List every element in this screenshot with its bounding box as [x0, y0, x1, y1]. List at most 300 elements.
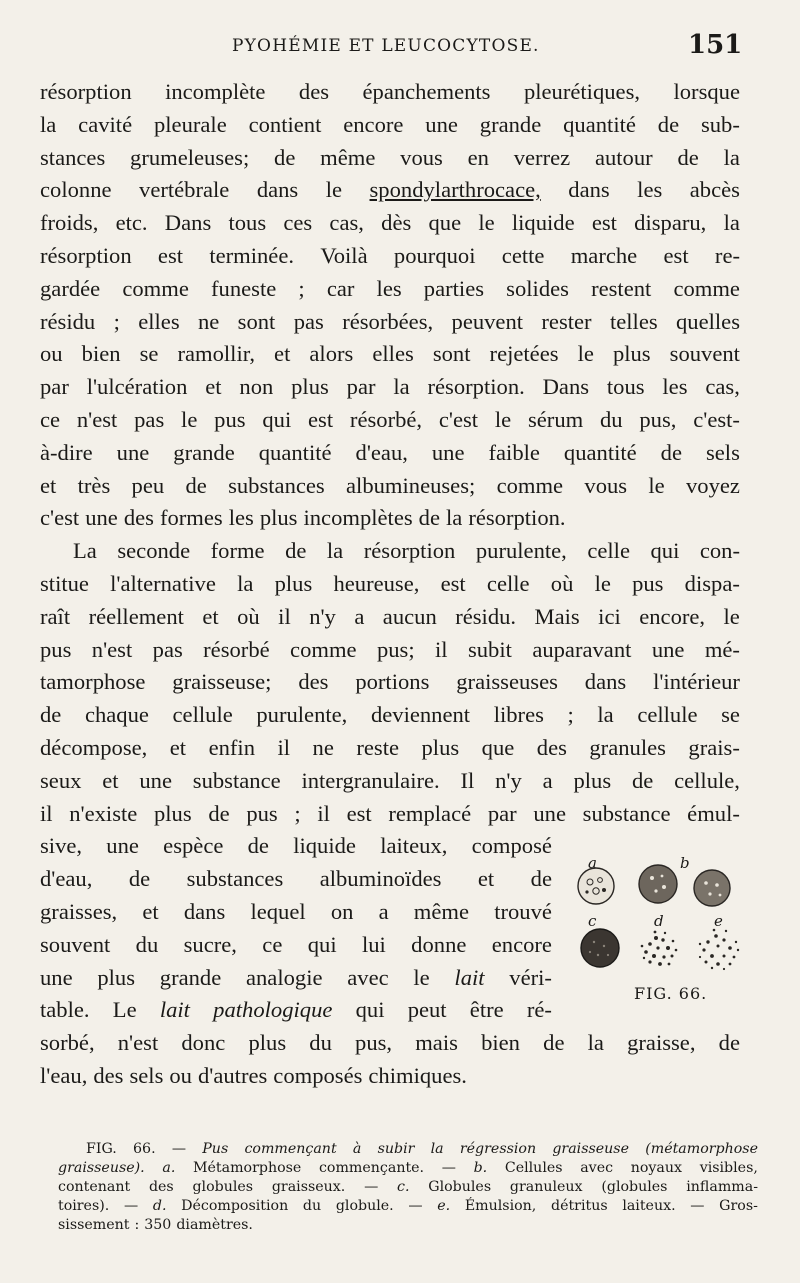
caption-line: [58, 1159, 758, 1178]
word: plus: [97, 964, 136, 990]
text-line: [40, 962, 552, 995]
word: le: [181, 406, 198, 432]
word: du: [135, 931, 159, 957]
text-line: [40, 273, 740, 306]
word: la: [597, 702, 614, 728]
word: Dans: [542, 374, 590, 400]
word: une: [106, 833, 139, 859]
word: des: [93, 1062, 124, 1088]
word: a: [354, 603, 365, 629]
word: quantité: [563, 439, 637, 465]
word: seux: [40, 767, 82, 793]
word: pus: [40, 636, 72, 662]
word: ou: [40, 341, 63, 367]
page-number: 151: [688, 30, 743, 60]
word: le: [478, 210, 495, 236]
word: grande: [479, 111, 542, 137]
word: graisse,: [627, 1030, 696, 1056]
word: cette: [501, 242, 545, 268]
word: c'est: [438, 406, 479, 432]
word: raît: [40, 603, 71, 629]
word: pourquoi: [393, 242, 476, 268]
word: restent: [591, 275, 652, 301]
word: le: [494, 406, 512, 432]
word: donc: [181, 1030, 226, 1056]
word: pus: [246, 800, 278, 826]
word: cas,: [329, 210, 364, 236]
word: spondylarthrocace,: [369, 177, 541, 203]
word: inflamma-: [686, 1179, 758, 1195]
word: sub-: [700, 111, 740, 137]
word: il: [40, 800, 53, 826]
text-line: [40, 863, 552, 896]
word: chaque: [84, 702, 149, 728]
word: grumeleuses;: [130, 144, 250, 170]
word: des: [148, 1179, 174, 1195]
word: qui: [307, 931, 337, 957]
word: encore: [491, 931, 552, 957]
word: faible: [488, 439, 540, 465]
word: lui: [361, 931, 386, 957]
word: (métamorphose: [645, 1141, 758, 1157]
word: les: [662, 374, 688, 400]
word: c'est: [40, 505, 80, 531]
word: froids,: [40, 210, 99, 236]
word: donne: [411, 931, 467, 957]
word: à: [352, 1141, 362, 1157]
word: comme: [122, 275, 189, 301]
word: résorbé,: [349, 406, 423, 432]
word: la: [40, 111, 57, 137]
word: pas: [293, 308, 324, 334]
word: d'eau,: [355, 439, 408, 465]
word: les: [376, 275, 402, 301]
word: purulente,: [475, 538, 567, 564]
word: vous: [584, 472, 628, 498]
word: graisseux.: [271, 1179, 346, 1195]
word: qui: [262, 406, 292, 432]
text-line: [40, 338, 740, 371]
word: b.: [473, 1160, 488, 1176]
word: analogie: [245, 964, 323, 990]
text-line: [40, 601, 740, 634]
word: une: [431, 439, 465, 465]
word: que: [428, 210, 462, 236]
word: sorbé,: [40, 1030, 95, 1056]
figure-letter: a: [588, 854, 597, 872]
text-line: [40, 306, 740, 339]
word: commençant: [244, 1141, 337, 1157]
word: et: [202, 603, 219, 629]
word: de: [274, 144, 296, 170]
word: abcès: [689, 177, 740, 203]
word: de: [247, 833, 269, 859]
word: stances: [40, 144, 106, 170]
word: espèce: [163, 833, 224, 859]
word: aucun: [382, 603, 437, 629]
word: l'intérieur: [653, 669, 740, 695]
word: de: [677, 144, 699, 170]
text-line: [40, 994, 552, 1027]
word: rester: [541, 308, 592, 334]
word: n'y: [309, 603, 336, 629]
caption-line: [58, 1197, 758, 1216]
word: plus: [248, 1030, 287, 1056]
word: pus,: [355, 1030, 393, 1056]
word: voyez: [685, 472, 740, 498]
word: diamètres.: [176, 1217, 253, 1233]
word: toires).: [58, 1198, 110, 1214]
word: à-dire: [40, 439, 93, 465]
word: plus: [153, 800, 192, 826]
cell-d: [641, 931, 678, 966]
text-line: [40, 830, 552, 863]
word: sels: [705, 439, 740, 465]
word: composés: [273, 1062, 363, 1088]
word: incomplètes: [303, 505, 413, 531]
word: subit: [467, 636, 512, 662]
word: :: [134, 1217, 140, 1233]
word: avec: [347, 964, 389, 990]
word: bien: [481, 1030, 520, 1056]
word: dans: [183, 898, 226, 924]
word: cavité: [78, 111, 133, 137]
word: lait: [159, 997, 190, 1023]
word: du: [599, 406, 623, 432]
word: peu: [131, 472, 165, 498]
word: être: [469, 997, 504, 1023]
word: la: [326, 538, 344, 564]
word: ce: [262, 931, 283, 957]
word: Voilà: [320, 242, 368, 268]
text-line: [40, 207, 740, 240]
word: pus: [214, 406, 246, 432]
word: —: [171, 1141, 187, 1157]
word: purulente,: [256, 702, 348, 728]
word: seconde: [117, 538, 191, 564]
word: contenant: [58, 1179, 131, 1195]
word: en: [467, 144, 489, 170]
word: l'alternative: [110, 570, 216, 596]
word: verrez: [513, 144, 571, 170]
word: la: [430, 1141, 444, 1157]
word: enfin: [208, 734, 256, 760]
word: globule.: [335, 1198, 394, 1214]
text-line: [40, 109, 740, 142]
word: d.: [152, 1198, 167, 1214]
word: une: [139, 767, 172, 793]
word: se: [139, 341, 159, 367]
word: souvent: [40, 931, 111, 957]
word: résorption: [363, 538, 456, 564]
word: granules: [589, 734, 666, 760]
cell-e: [699, 929, 739, 970]
word: dans: [584, 669, 627, 695]
word: peuvent: [451, 308, 524, 334]
word: dans: [256, 177, 299, 203]
word: telles: [609, 308, 658, 334]
word: remplacé: [388, 800, 472, 826]
word: l'ulcération: [86, 374, 188, 400]
word: ne: [312, 734, 334, 760]
word: formes: [159, 505, 223, 531]
word: graisseuse;: [172, 669, 272, 695]
caption-line: [58, 1178, 758, 1197]
figure-letter: e: [714, 912, 723, 930]
word: albumineuses;: [346, 472, 476, 498]
word: par: [487, 800, 517, 826]
word: marche: [570, 242, 638, 268]
word: est: [346, 800, 372, 826]
word: résorbées,: [342, 308, 434, 334]
word: des: [298, 79, 330, 104]
word: très: [77, 472, 111, 498]
text-line: [40, 371, 740, 404]
word: pus,: [639, 406, 677, 432]
word: des: [123, 505, 154, 531]
text-line: [40, 174, 740, 207]
word: cellule: [172, 702, 233, 728]
word: ;: [113, 308, 120, 334]
word: de: [530, 866, 552, 892]
word: d'autres: [197, 1062, 268, 1088]
word: et: [205, 374, 222, 400]
text-line: [40, 765, 740, 798]
word: intergranulaire.: [301, 767, 440, 793]
word: n'existe: [69, 800, 138, 826]
word: deviennent: [370, 702, 471, 728]
word: véri-: [509, 964, 552, 990]
word: le: [577, 341, 594, 367]
word: par: [346, 374, 376, 400]
word: funeste: [211, 275, 277, 301]
figure-caption: [58, 1140, 758, 1235]
word: la: [723, 210, 740, 236]
word: et: [274, 341, 291, 367]
word: de: [185, 472, 207, 498]
word: plus: [274, 570, 313, 596]
word: est: [440, 570, 466, 596]
word: ré-: [526, 997, 552, 1023]
word: table.: [40, 997, 90, 1023]
word: pus;: [376, 636, 415, 662]
word: auparavant: [532, 636, 632, 662]
text-line: [40, 535, 740, 568]
word: la: [587, 1030, 604, 1056]
word: et: [477, 866, 495, 892]
word: plus: [573, 767, 612, 793]
word: le: [648, 472, 665, 498]
word: cas,: [705, 374, 740, 400]
word: disparu,: [634, 210, 707, 236]
word: pleurale: [153, 111, 227, 137]
word: du: [302, 1198, 322, 1214]
word: —: [408, 1198, 423, 1214]
word: autour: [594, 144, 653, 170]
word: ;: [567, 702, 574, 728]
word: colonne: [40, 177, 112, 203]
word: plus: [259, 505, 298, 531]
word: tous: [606, 374, 645, 400]
word: parties: [423, 275, 485, 301]
text-line: [40, 142, 740, 175]
word: liquide: [511, 210, 575, 236]
word: mais: [415, 1030, 458, 1056]
word: il: [278, 603, 291, 629]
word: pathologique: [213, 997, 333, 1023]
word: sont: [432, 341, 471, 367]
word: substances: [186, 866, 284, 892]
word: heureuse,: [333, 570, 420, 596]
word: Émulsion,: [464, 1198, 537, 1214]
word: et: [102, 767, 119, 793]
word: terminée.: [209, 242, 295, 268]
word: vertébrale: [139, 177, 230, 203]
word: trouvé: [494, 898, 552, 924]
word: où: [550, 570, 574, 596]
word: (globules: [601, 1179, 668, 1195]
word: est: [308, 406, 334, 432]
word: laiteux.: [622, 1198, 676, 1214]
word: albuminoïdes: [319, 866, 442, 892]
word: une: [425, 111, 458, 137]
word: c.: [397, 1179, 410, 1195]
word: ici: [598, 603, 621, 629]
word: comme: [290, 636, 357, 662]
word: de: [128, 866, 151, 892]
word: 66.: [133, 1141, 156, 1157]
word: où: [237, 603, 260, 629]
text-line: [40, 666, 740, 699]
word: décompose,: [40, 734, 148, 760]
word: des: [298, 669, 329, 695]
word: lequel: [250, 898, 306, 924]
word: sive,: [40, 833, 83, 859]
word: encore,: [639, 603, 706, 629]
word: Il: [460, 767, 475, 793]
figure-letter: d: [654, 912, 664, 930]
word: que: [481, 734, 515, 760]
word: elles: [372, 341, 414, 367]
word: non: [239, 374, 274, 400]
word: du: [309, 1030, 332, 1056]
word: dès: [381, 210, 412, 236]
word: sissement: [58, 1217, 130, 1233]
word: visibles,: [699, 1160, 758, 1176]
word: pleurétiques,: [523, 79, 641, 104]
word: incomplète: [165, 79, 266, 104]
word: de: [40, 702, 62, 728]
word: substance: [192, 767, 281, 793]
word: le: [413, 964, 430, 990]
word: Dans: [164, 210, 212, 236]
word: Décomposition: [181, 1198, 289, 1214]
word: détritus: [551, 1198, 608, 1214]
word: commençante.: [318, 1160, 425, 1176]
word: quantité: [258, 439, 332, 465]
caption-line: [86, 1140, 758, 1159]
word: a: [542, 767, 553, 793]
word: Le: [112, 997, 137, 1023]
word: encore: [343, 111, 404, 137]
text-line: [40, 798, 740, 831]
word: e.: [437, 1198, 451, 1214]
word: ce: [40, 406, 61, 432]
word: ;: [298, 275, 305, 301]
word: con-: [699, 538, 740, 564]
word: de: [418, 505, 440, 531]
word: régression: [459, 1141, 537, 1157]
word: graisseuse).: [58, 1160, 145, 1176]
word: tamorphose: [40, 669, 146, 695]
word: se: [721, 702, 740, 728]
word: lorsque: [673, 79, 740, 104]
word: le: [723, 603, 740, 629]
word: de: [543, 1030, 565, 1056]
figure-66: [576, 854, 756, 1010]
word: sérum: [527, 406, 584, 432]
word: ne: [197, 308, 220, 334]
word: graisses,: [40, 898, 118, 924]
word: qui: [650, 538, 680, 564]
word: —: [123, 1198, 139, 1214]
word: libres: [493, 702, 544, 728]
word: quelles: [676, 308, 740, 334]
word: résorption: [40, 242, 132, 268]
word: c'est-: [693, 406, 740, 432]
word: celle: [486, 570, 530, 596]
word: ramollir,: [177, 341, 255, 367]
word: a.: [162, 1160, 176, 1176]
word: —: [690, 1198, 705, 1214]
word: est: [157, 242, 184, 268]
word: Pus: [202, 1141, 229, 1157]
word: il: [317, 800, 330, 826]
word: et: [40, 472, 57, 498]
word: sels: [129, 1062, 164, 1088]
word: forme: [210, 538, 265, 564]
caption-line: [58, 1216, 758, 1235]
word: globules: [192, 1179, 254, 1195]
word: une: [85, 505, 118, 531]
word: réellement: [88, 603, 184, 629]
word: dispa-: [684, 570, 740, 596]
text-line: [40, 76, 740, 109]
word: grande: [173, 439, 235, 465]
text-line: [40, 929, 552, 962]
word: et: [142, 898, 159, 924]
word: cellule: [637, 702, 698, 728]
word: le: [325, 177, 343, 203]
word: re-: [714, 242, 740, 268]
word: même: [413, 898, 470, 924]
word: noyaux: [630, 1160, 683, 1176]
word: les: [637, 177, 663, 203]
word: résorption.: [427, 374, 525, 400]
text-line: [40, 502, 740, 535]
cell-b2: [694, 870, 730, 906]
text-line: [40, 1060, 740, 1093]
word: Mais: [534, 603, 580, 629]
word: les: [228, 505, 254, 531]
word: épanchements: [362, 79, 491, 104]
text-line: [40, 896, 552, 929]
word: tous: [228, 210, 267, 236]
word: plus: [421, 734, 460, 760]
word: de: [718, 1030, 740, 1056]
word: a: [378, 898, 389, 924]
word: plus: [612, 341, 651, 367]
